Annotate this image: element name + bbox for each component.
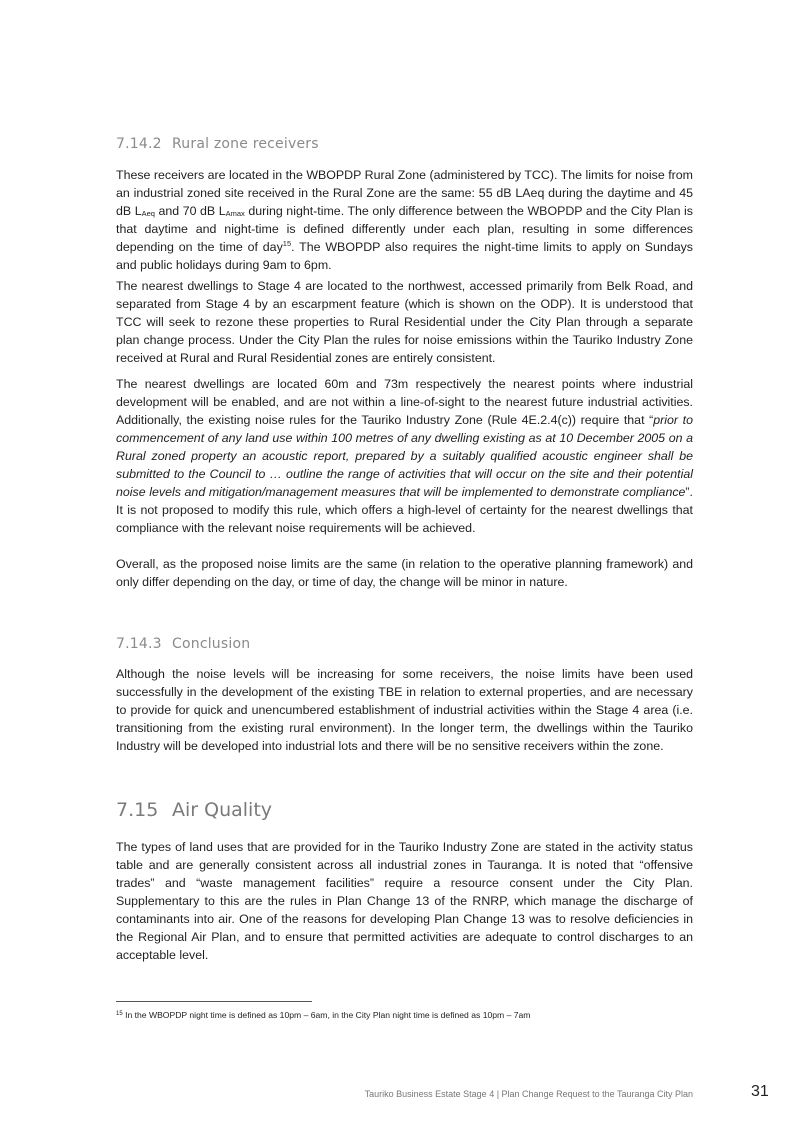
- page-footer: Tauriko Business Estate Stage 4 | Plan Change Request to the Tauranga City Plan: [364, 1089, 693, 1099]
- paragraph-nearest-dwellings: The nearest dwellings to Stage 4 are located to the northwest, accessed primarily from Belk Road, and separated from Stage 4 by an escarpment feature (which is shown on the ODP). It is understood that TCC will seek to rezone these properties to Rural Residential under the City Plan through a separate plan change process. Under the City Plan the rules for noise emissions within the Tauriko Industry Zone received at Rural and Rural Residential zones are entirely consistent.: [116, 279, 693, 365]
- subscript: Amax: [225, 209, 245, 218]
- text-run: ”. It is not proposed to modify this rule, which offers a high-level of certainty for the nearest dwellings that compliance with the relevant noise requirements will be achieved.: [116, 485, 693, 535]
- paragraph-rural-limits: [116, 166, 693, 274]
- text-run: These receivers are located in the WBOPDP Rural Zone (administered by TCC). The limits for noise from an industrial zoned site received in the Rural Zone are the same: 55 dB LAeq during the daytime and 45 dB L: [116, 168, 693, 218]
- section-number: 7.14.2: [116, 136, 162, 152]
- paragraph-dwelling-distances: [116, 375, 693, 537]
- rule-quote: prior to commencement of any land use within 100 metres of any dwelling existing as at 10 December 2005 on a Rural zoned property an acoustic report, prepared by a suitably qualified acoustic engineer shall be submitted to the Council to … outline the range of activities that will occur on the site and their potential noise levels and mitigation/management measures that will be implemented to demonstrate compliance: [116, 413, 693, 499]
- text-run: . The WBOPDP also requires the night-time limits to apply on Sundays and public holidays during 9am to 6pm.: [116, 240, 693, 272]
- section-number: 7.14.3: [116, 636, 162, 652]
- section-heading-7-14-3: [116, 636, 250, 652]
- subscript: Aeq: [141, 209, 155, 218]
- text-run: The nearest dwellings are located 60m and 73m respectively the nearest points where industrial development will be enabled, and are not within a line-of-sight to the nearest future industrial activities. Additionally, the existing noise rules for the Tauriko Industry Zone (Rule 4E.2.4(c)) require that “: [116, 377, 693, 427]
- section-title: Conclusion: [172, 636, 251, 652]
- footnote-mark: 15: [116, 1011, 123, 1017]
- paragraph-air-quality: The types of land uses that are provided for in the Tauriko Industry Zone are stated in the activity status table and are generally consistent across all industrial zones in Tauranga. It is noted that “offensive trades” and “waste management facilities” require a resource consent under the City Plan. Supplementary to this are the rules in Plan Change 13 of the RNRP, which manage the discharge of contaminants into air. One of the reasons for developing Plan Change 13 was to resolve deficiencies in the Regional Air Plan, and to ensure that permitted activities are adequate to control discharges to an acceptable level.: [116, 840, 693, 962]
- page-number: 31: [751, 1083, 769, 1100]
- paragraph-conclusion: Although the noise levels will be increasing for some receivers, the noise limits have been used successfully in the development of the existing TBE in relation to external properties, and are necessary to provide for quick and unencumbered establishment of industrial activities within the Stage 4 area (i.e. transitioning from the existing rural environment). In the longer term, the dwellings within the Tauriko Industry will be developed into industrial lots and there will be no sensitive receivers within the zone.: [116, 667, 693, 753]
- section-number: 7.15: [116, 799, 159, 821]
- text-run: during night-time. The only difference between the WBOPDP and the City Plan is that daytime and night-time is defined differently under each plan, resulting in some differences depending on the time of day: [116, 204, 693, 254]
- paragraph-overall: Overall, as the proposed noise limits are the same (in relation to the operative planning framework) and only differ depending on the day, or time of day, the change will be minor in nature.: [116, 557, 693, 589]
- section-title: Rural zone receivers: [172, 136, 319, 152]
- footnote: [116, 1010, 693, 1020]
- section-title: Air Quality: [172, 799, 273, 821]
- section-heading-7-14-2: [116, 136, 319, 152]
- footnote-divider: [116, 1001, 312, 1002]
- footnote-text: In the WBOPDP night time is defined as 10pm – 6am, in the City Plan night time is defined as 10pm – 7am: [122, 1010, 531, 1020]
- section-heading-7-15: [116, 799, 272, 821]
- text-run: and 70 dB L: [154, 204, 226, 218]
- footnote-reference[interactable]: 15: [282, 239, 292, 248]
